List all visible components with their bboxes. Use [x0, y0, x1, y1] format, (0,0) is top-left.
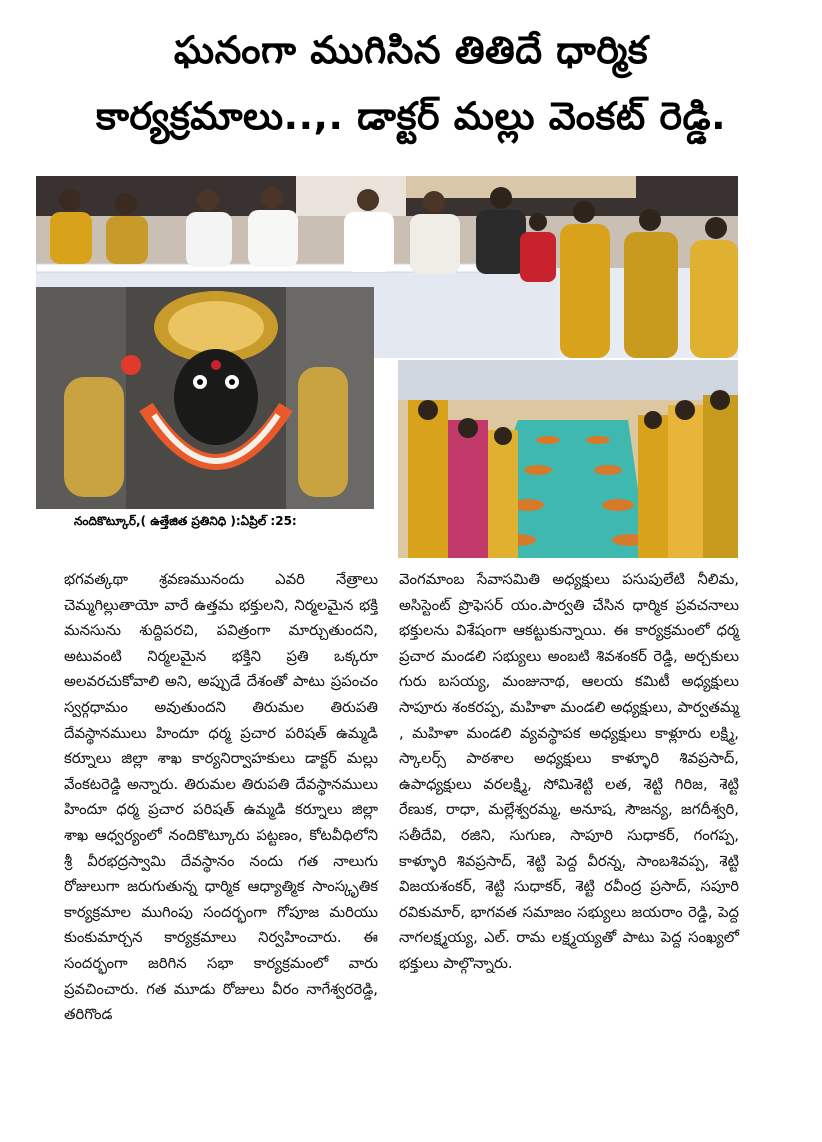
- article-paragraph: వెంగమాంబ సేవాసమితి అధ్యక్షులు పసుపులేటి నీలిమ, అసిస్టెంట్ ప్రొఫెసర్ యం.పార్వతి చేసిన ధార్మిక ప్రవచనాలు భక్తులను విశేషంగా ఆకట్టుకున్నాయి. ఈ కార్యక్రమంలో ధర్మ ప్రచార మండలి సభ్యులు అంబటి శివశంకర్ రెడ్డి, అర్చకులు గురు బసయ్య, మంజునాథ, ఆలయ కమిటీ అధ్యక్షులు సాపూరు శంకరప్ప, మహిళా మండలి అధ్యక్షులు, పార్వతమ్మ , మహిళా మండలి వ్యవస్థాపక అధ్యక్షులు కాళ్లూరు లక్ష్మి, స్కాలర్స్ పాఠశాల అధ్యక్షులు కాళ్ళూరి శివప్రసాద్, ఉపాధ్యక్షులు వరలక్ష్మి, సోమిశెట్టి లత, శెట్టి గిరిజ, శెట్టి రేణుక, రాధా, మల్లేశ్వరమ్మ, అనూష, సౌజన్య, జగదీశ్వరి, సతీదేవి, రజిని, సుగుణ, సాపూరి సుధాకర్, గంగప్ప, కాళ్ళూరి శివప్రసాద్, శెట్టి పెద్ద వీరన్న, సాంబశివప్ప, శెట్టి విజయశంకర్, శెట్టి సుధాకర్, శెట్టి రవీంద్ర ప్రసాద్, సపూరి రవికుమార్, భాగవత సమాజం సభ్యులు జయరాం రెడ్డి, పెద్ద నాగలక్ష్మయ్య, ఎల్. రామ లక్ష్మయ్యతో పాటు పెద్ద సంఖ్యలో భక్తులు పాల్గొన్నారు.: [399, 571, 739, 972]
- deity-idol-photo: [36, 287, 374, 509]
- article-column-right: [399, 567, 739, 977]
- headline-line-1: ఘనంగా ముగిసిన తితిదే ధార్మిక: [173, 28, 649, 72]
- headline-line-2: కార్యక్రమాలు..,. డాక్టర్ మల్లు వెంకట్ రెడ్డి.: [95, 94, 727, 138]
- devotees-photo: [398, 360, 738, 558]
- article-paragraph: భగవత్కథా శ్రవణమునందు ఎవరి నేత్రాలు చెమ్మగిల్లుతాయో వారే ఉత్తమ భక్తులని, నిర్మలమైన భక్తి మనసును శుద్దిపరచి, పవిత్రంగా మార్చుతుందని, అటువంటి నిర్మలమైన భక్తిని ప్రతి ఒక్కరూ అలవరచుకోవాలి అని, అప్పుడే దేశంతో పాటు ప్రపంచం స్వర్గధామం అవుతుందని తిరుమల తిరుపతి దేవస్థానములు హిందూ ధర్మ ప్రచార పరిషత్ ఉమ్మడి కర్నూలు జిల్లా శాఖ కార్యనిర్వాహకులు డాక్టర్ మల్లు వేంకటరెడ్డి అన్నారు. తిరుమల తిరుపతి దేవస్థానములు హిందూ ధర్మ ప్రచార పరిషత్ ఉమ్మడి కర్నూలు జిల్లా శాఖ ఆధ్వర్యంలో నందికొట్కూరు పట్టణం, కోటవీధిలోని శ్రీ వీరభద్రస్వామి దేవస్థానం నందు గత నాలుగు రోజులుగా జరుగుతున్న ధార్మిక ఆధ్యాత్మిక సాంస్కృతిక కార్యక్రమాల ముగింపు సందర్భంగా గోపూజ మరియు కుంకుమార్చన కార్యక్రమాలు నిర్వహించారు. ఈ సందర్భంగా జరిగిన సభా కార్యక్రమంలో వారు ప్రవచించారు. గత మూడు రోజులు వీరం నాగేశ్వరరెడ్డి, తరిగొండ: [64, 571, 378, 1024]
- dateline-caption: నందికొట్కూర్,( ఉత్తేజిత ప్రతినిధి ):ఏప్రిల్ :25:: [74, 514, 297, 528]
- article-column-left: [64, 567, 378, 1028]
